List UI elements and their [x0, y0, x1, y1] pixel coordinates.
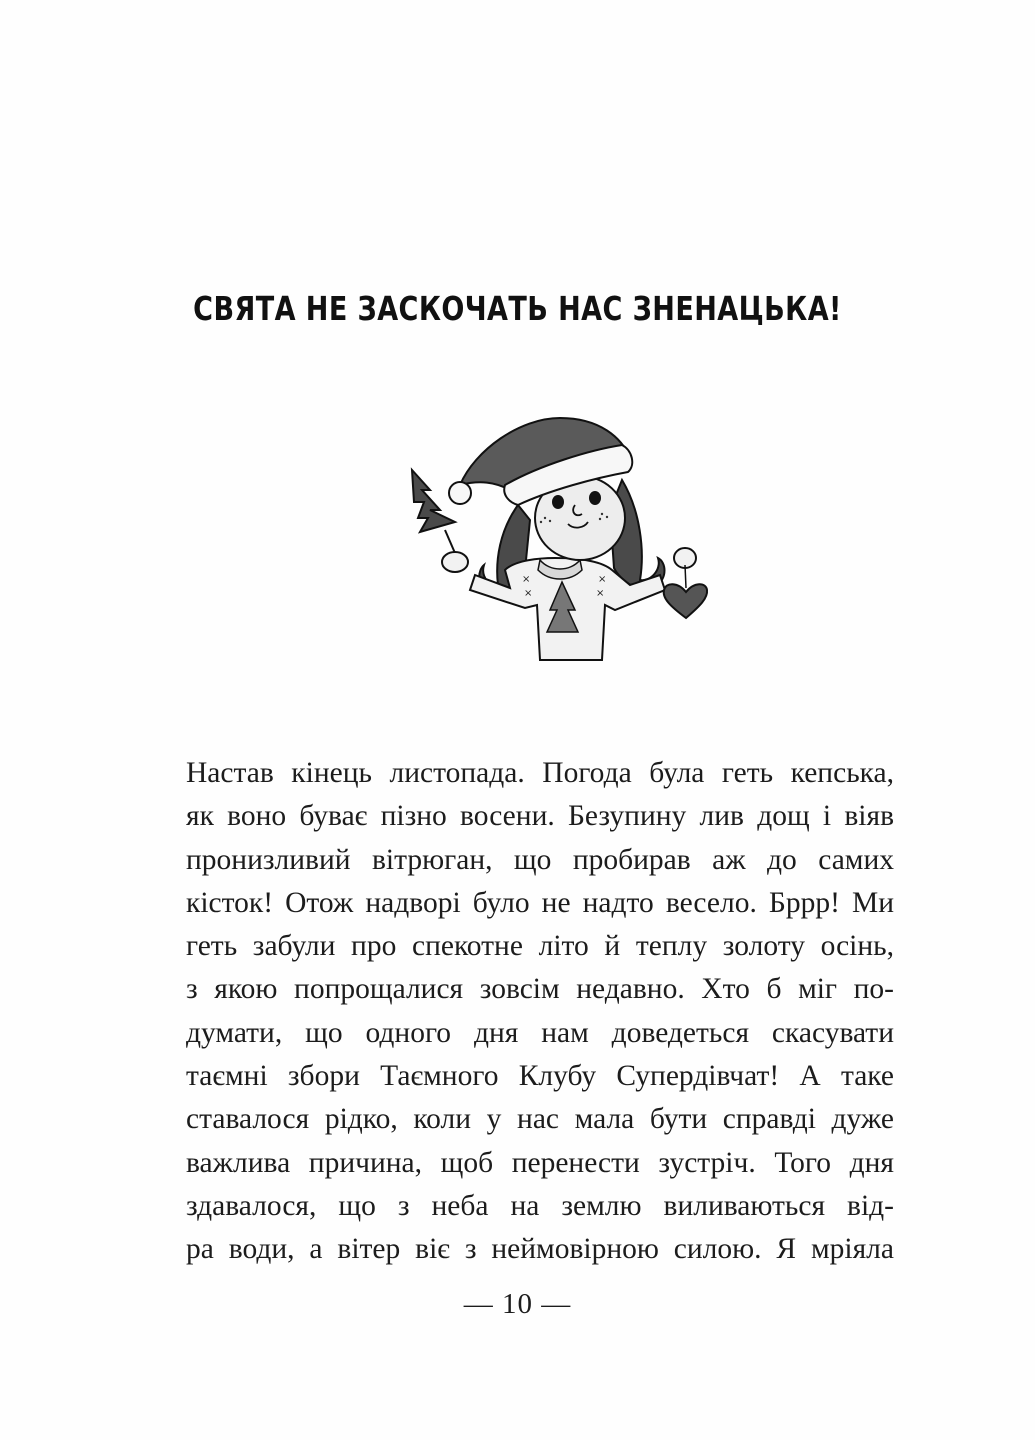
svg-text:×: × — [598, 574, 607, 585]
svg-text:×: × — [524, 588, 533, 599]
text-line: з якою попрощалися зовсім недавно. Хто б міг по- — [186, 973, 894, 1006]
svg-text:×: × — [522, 574, 531, 585]
body-paragraph — [186, 752, 894, 1272]
chapter-illustration — [400, 410, 710, 670]
text-line: таємні збори Таємного Клубу Супердівчат! А таке — [186, 1060, 894, 1093]
chapter-title: СВЯТА НЕ ЗАСКОЧАТЬ НАС ЗНЕНАЦЬКА! — [193, 289, 842, 328]
text-line: геть забули про спекотне літо й теплу золоту осінь, — [186, 930, 894, 963]
text-line: важлива причина, щоб перенести зустріч. Того дня — [186, 1146, 894, 1179]
text-line: пронизливий вітрюган, що пробирав аж до самих — [186, 843, 894, 876]
text-line: як воно буває пізно восени. Безупину лив дощ і віяв — [186, 800, 894, 833]
text-line: ставалося рідко, коли у нас мала бути справді дуже — [186, 1103, 894, 1136]
heart-ornament-icon — [664, 548, 707, 618]
text-line: Настав кінець листопада. Погода була геть кепська, — [186, 757, 894, 789]
text-line: ра води, а вітер віє з неймовірною силою. Я мріяла — [186, 1233, 894, 1266]
text-line: здавалося, що з неба на землю виливаються від- — [186, 1189, 894, 1222]
svg-text:×: × — [596, 588, 605, 599]
text-line: кісток! Отож надворі було не надто весело. Бррр! Ми — [186, 886, 894, 919]
text-line: думати, що одного дня нам доведеться скасувати — [186, 1016, 894, 1049]
page-number: — 10 — — [463, 1288, 572, 1320]
